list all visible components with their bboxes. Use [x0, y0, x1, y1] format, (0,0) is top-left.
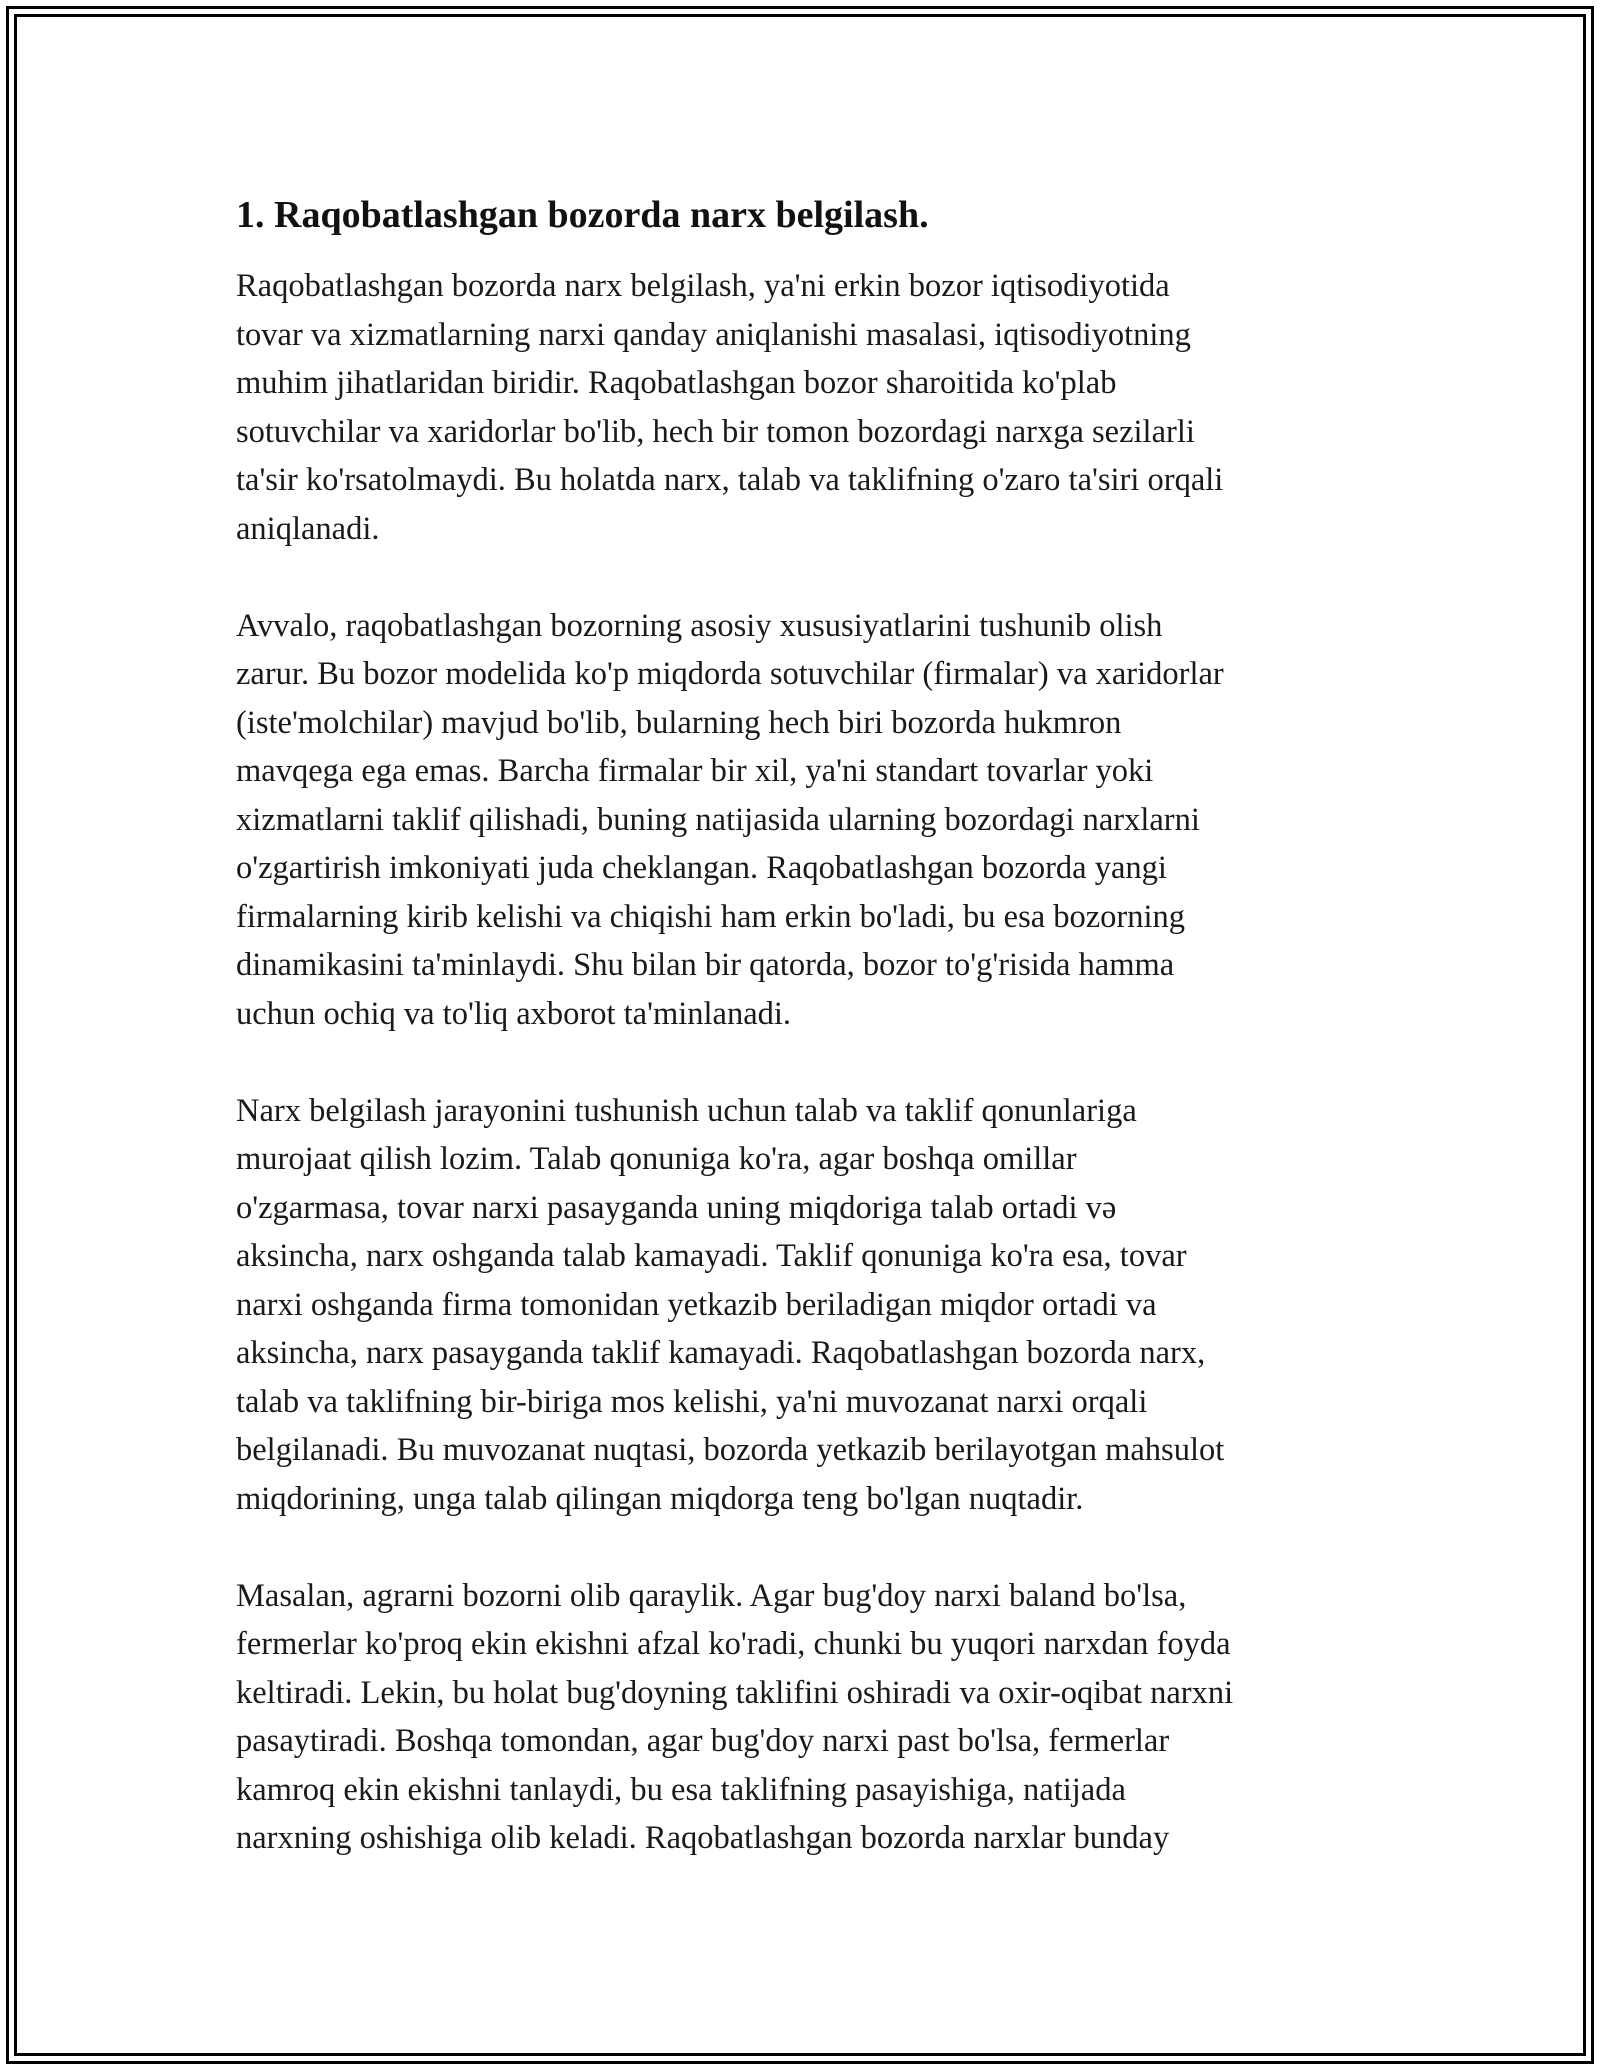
- document-title: 1. Raqobatlashgan bozorda narx belgilash.: [236, 194, 929, 236]
- text-line: Raqobatlashgan bozorda narx belgilash, ya'ni erkin bozor iqtisodiyotida: [236, 268, 1170, 304]
- text-line: fermerlar ko'proq ekin ekishni afzal ko'radi, chunki bu yuqori narxdan foyda: [236, 1626, 1231, 1662]
- text-line: kamroq ekin ekishni tanlaydi, bu esa taklifning pasayishiga, natijada: [236, 1771, 1126, 1808]
- text-line: o'zgarmasa, tovar narxi pasayganda uning miqdoriga talab ortadi və: [236, 1189, 1117, 1226]
- paragraph: [236, 262, 1370, 553]
- text-line: uchun ochiq va to'liq axborot ta'minlanadi.: [236, 995, 792, 1032]
- text-line: o'zgartirish imkoniyati juda cheklangan. Raqobatlashgan bozorda yangi: [236, 850, 1167, 886]
- text-line: narxning oshishiga olib keladi. Raqobatlashgan bozorda narxlar bunday: [236, 1820, 1170, 1856]
- text-line: sotuvchilar va xaridorlar bo'lib, hech bir tomon bozordagi narxga sezilarli: [236, 413, 1195, 450]
- document-body: [236, 262, 1370, 1863]
- paragraph: [236, 1087, 1370, 1524]
- text-line: aksincha, narx pasayganda taklif kamayadi. Raqobatlashgan bozorda narx,: [236, 1335, 1206, 1371]
- text-line: miqdorining, unga talab qilingan miqdorga teng bo'lgan nuqtadir.: [236, 1480, 1084, 1517]
- text-line: mavqega ega emas. Barcha firmalar bir xil, ya'ni standart tovarlar yoki: [236, 753, 1154, 789]
- text-line: aksincha, narx oshganda talab kamayadi. Taklif qonuniga ko'ra esa, tovar: [236, 1238, 1187, 1274]
- document-page: [236, 186, 1370, 1863]
- text-line: tovar va xizmatlarning narxi qanday aniqlanishi masalasi, iqtisodiyotning: [236, 316, 1191, 353]
- text-line: narxi oshganda firma tomonidan yetkazib beriladigan miqdor ortadi va: [236, 1286, 1157, 1323]
- text-line: aniqlanadi.: [236, 510, 380, 547]
- text-line: dinamikasini ta'minlaydi. Shu bilan bir qatorda, bozor to'g'risida hamma: [236, 947, 1175, 983]
- text-line: ta'sir ko'rsatolmaydi. Bu holatda narx, talab va taklifning o'zaro ta'siri orqali: [236, 462, 1224, 498]
- text-line: firmalarning kirib kelishi va chiqishi ham erkin bo'ladi, bu esa bozorning: [236, 898, 1186, 935]
- text-line: xizmatlarni taklif qilishadi, buning natijasida ularning bozordagi narxlarni: [236, 801, 1200, 838]
- text-line: (iste'molchilar) mavjud bo'lib, bularning hech biri bozorda hukmron: [236, 704, 1122, 741]
- text-line: Narx belgilash jarayonini tushunish uchun talab va taklif qonunlariga: [236, 1092, 1137, 1129]
- text-line: pasaytiradi. Boshqa tomondan, agar bug'doy narxi past bo'lsa, fermerlar: [236, 1723, 1170, 1759]
- text-line: talab va taklifning bir-biriga mos kelishi, ya'ni muvozanat narxi orqali: [236, 1383, 1148, 1420]
- text-line: keltiradi. Lekin, bu holat bug'doyning taklifini oshiradi va oxir-oqibat narxni: [236, 1674, 1234, 1711]
- text-line: belgilanadi. Bu muvozanat nuqtasi, bozorda yetkazib berilayotgan mahsulot: [236, 1432, 1225, 1468]
- text-line: Masalan, agrarni bozorni olib qaraylik. Agar bug'doy narxi baland bo'lsa,: [236, 1577, 1187, 1614]
- text-line: Avvalo, raqobatlashgan bozorning asosiy xususiyatlarini tushunib olish: [236, 607, 1163, 644]
- text-line: muhim jihatlaridan biridir. Raqobatlashgan bozor sharoitida ko'plab: [236, 365, 1117, 401]
- paragraph: [236, 1572, 1370, 1863]
- paragraph: [236, 602, 1370, 1039]
- text-line: murojaat qilish lozim. Talab qonuniga ko'ra, agar boshqa omillar: [236, 1141, 1077, 1177]
- text-line: zarur. Bu bozor modelida ko'p miqdorda sotuvchilar (firmalar) va xaridorlar: [236, 656, 1224, 692]
